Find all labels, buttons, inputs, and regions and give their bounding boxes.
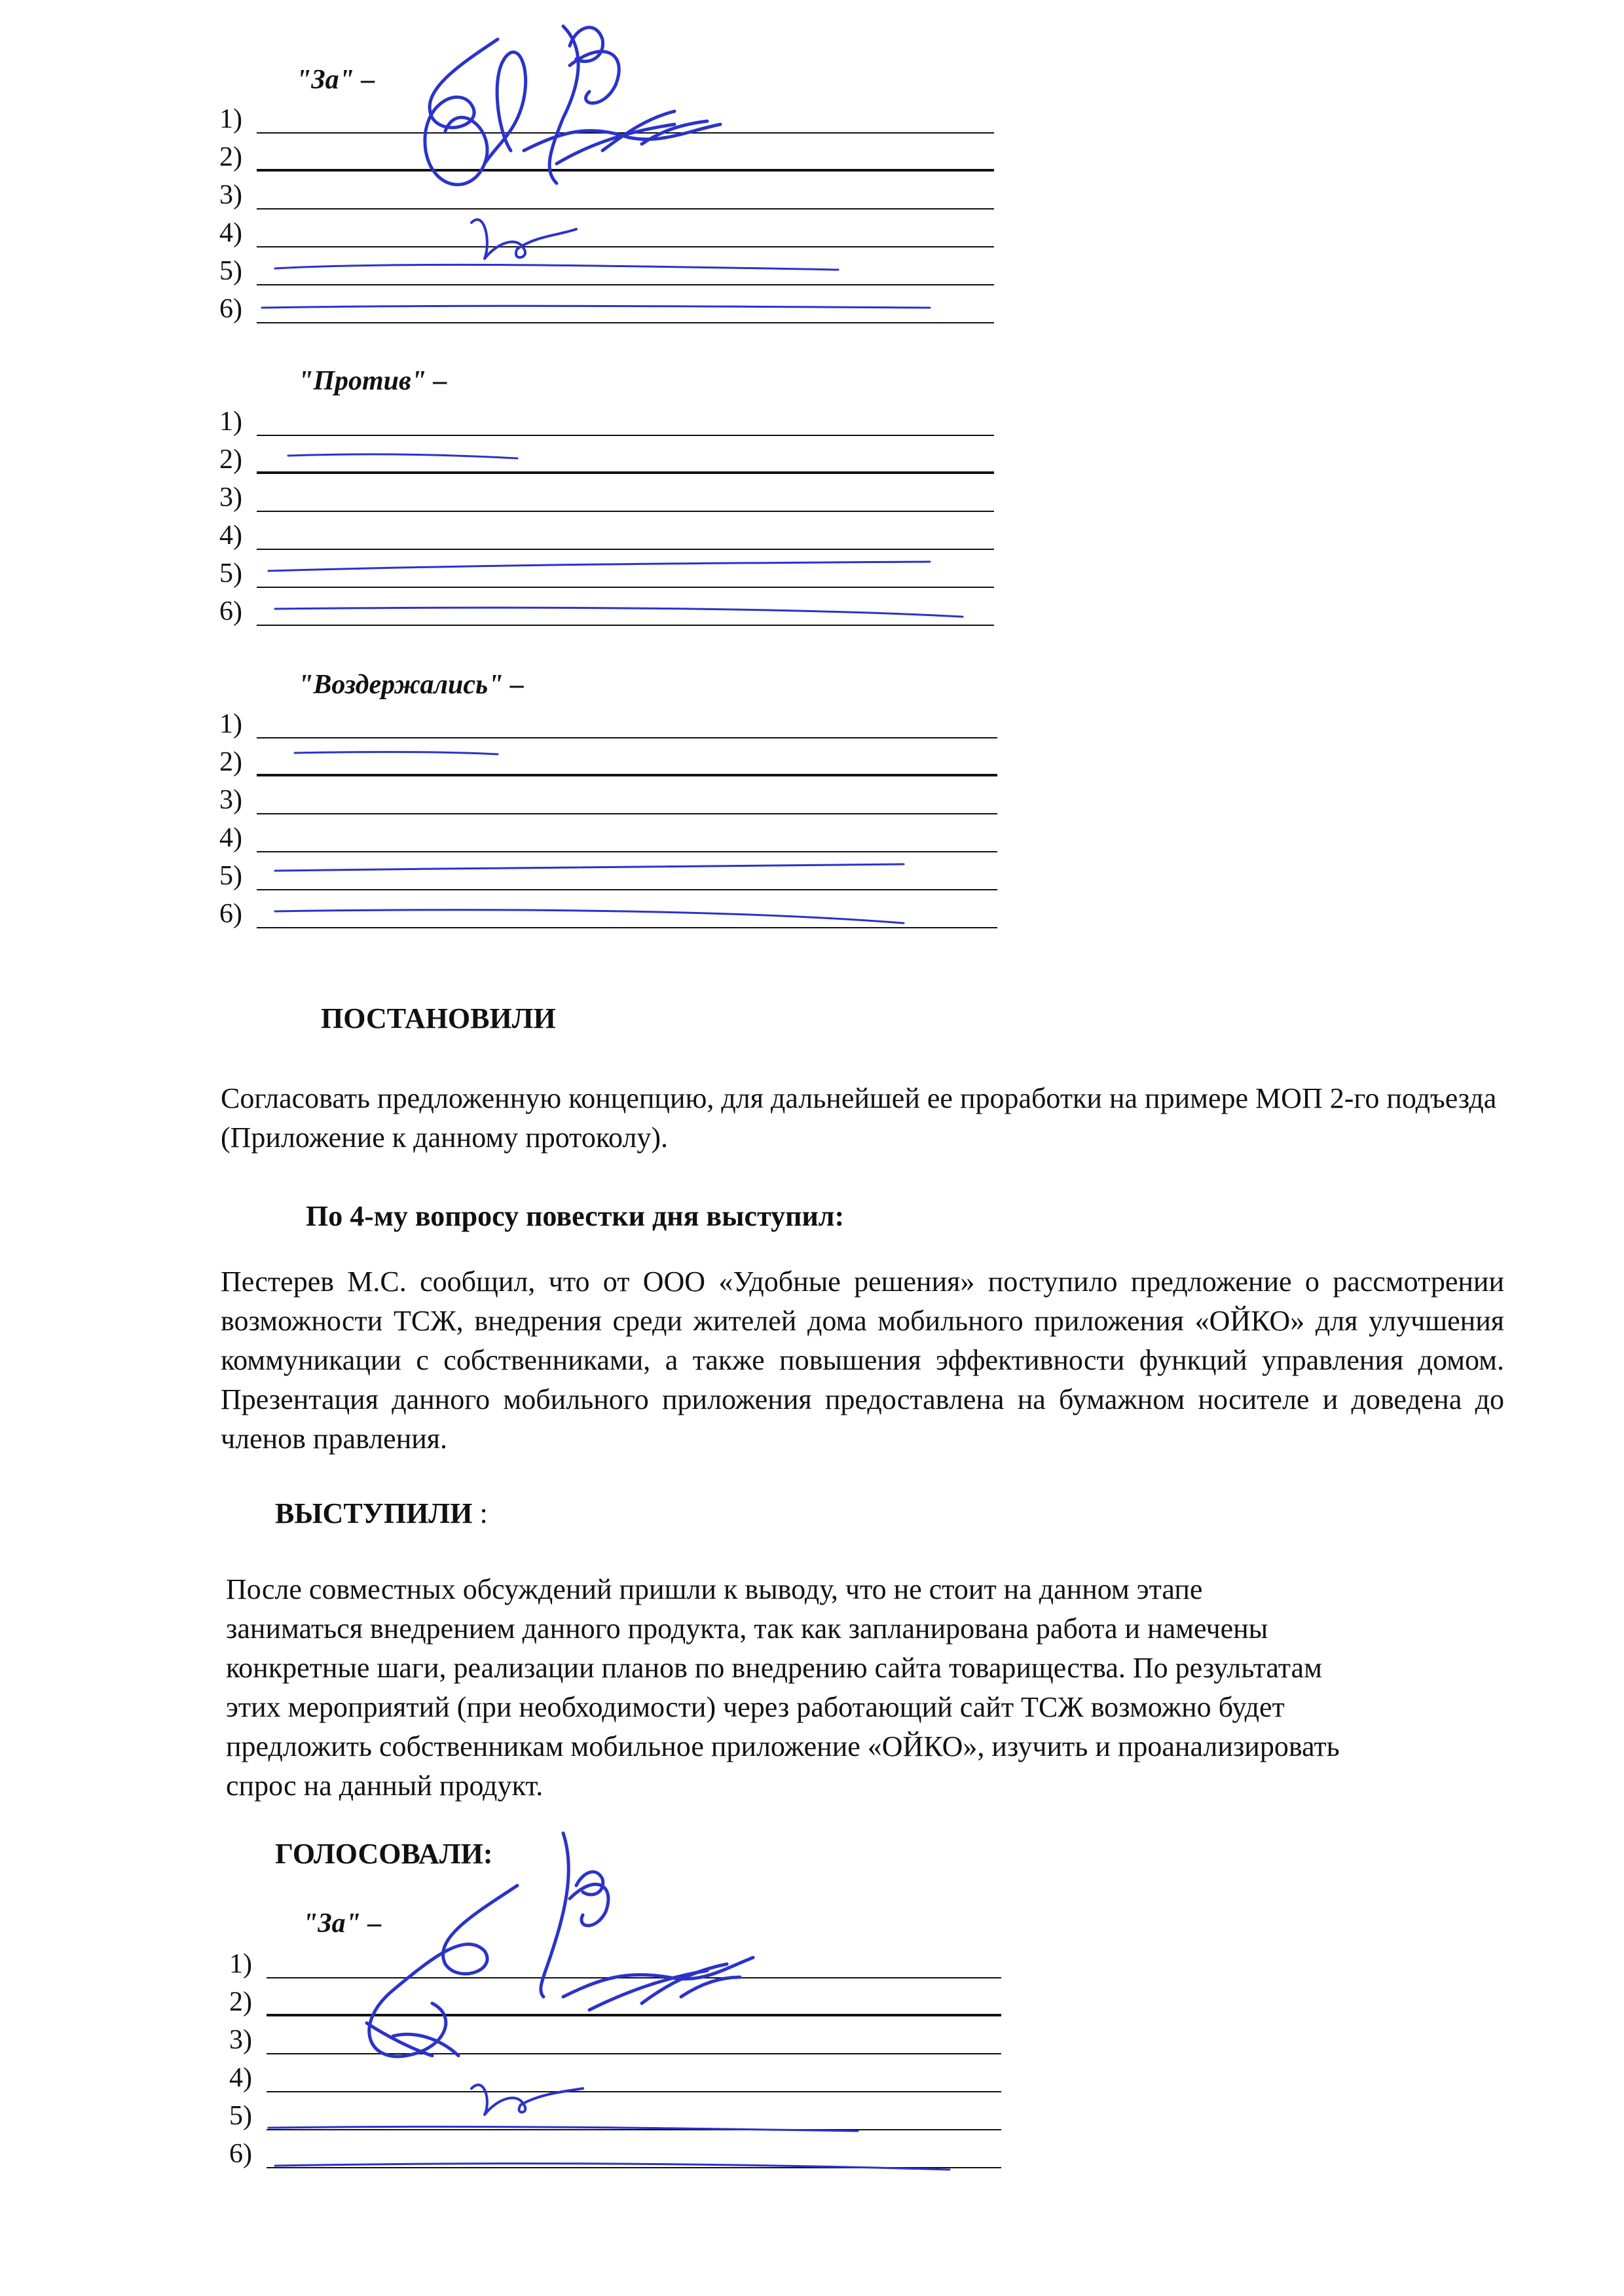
resolution-heading: ПОСТАНОВИЛИ [321, 1002, 556, 1034]
blank-line [257, 813, 997, 814]
blank-line [257, 927, 997, 928]
resolution-text: Согласовать предложенную концепцию, для дальнейшей ее проработки на примере МОП 2-го подъезда (Приложение к данному протоколу). [221, 1082, 1497, 1154]
blank-line [257, 169, 994, 172]
dash-mark [275, 864, 904, 871]
signature-2 [549, 26, 619, 183]
blank-line [257, 889, 997, 890]
spoke-heading: ВЫСТУПИЛИ [275, 1497, 473, 1529]
signature-3 [563, 1958, 753, 2010]
signature-4 [471, 219, 576, 259]
spoke-heading-line [275, 1497, 488, 1530]
signature-3 [524, 111, 720, 164]
signature-2 [541, 1833, 608, 1997]
spoke-heading-suffix: : [472, 1497, 488, 1529]
vote-against-label: "Против" – [298, 366, 447, 396]
vote-for-label: "За" – [296, 65, 375, 95]
text-line: После совместных обсуждений пришли к выводу, что не стоит на данном этапе [226, 1573, 1203, 1605]
blank-line [257, 774, 997, 776]
voted-for-label: "За" – [303, 1908, 382, 1939]
text-line: предложить собственникам мобильное приложение «ОЙКО», изучить и проанализировать [226, 1730, 1340, 1762]
question4-text: Пестерев М.С. сообщил, что от ООО «Удобные решения» поступило предложение о рассмотрении возможности ТСЖ, внедрения среди жителей дома мобильного приложения «ОЙКО» для улучшения коммуникации с собственниками, а также повышения эффективности функций управления домом. Презентация данного мобильного приложения предоставлена на бумажном носителе и доведена до членов правления. [221, 1266, 1504, 1455]
text-line: заниматься внедрением данного продукта, так как запланирована работа и намечены [226, 1613, 1268, 1645]
blank-line [257, 208, 994, 210]
dash-mark [288, 454, 517, 458]
blank-line [257, 132, 994, 134]
blank-line [257, 625, 994, 626]
blank-line [257, 435, 994, 436]
blank-line [267, 2167, 1001, 2168]
blank-line [257, 322, 994, 323]
blank-line [267, 2053, 1001, 2054]
text-line: конкретные шаги, реализации планов по внедрению сайта товарищества. По результатам [226, 1652, 1322, 1684]
blank-line [257, 511, 994, 512]
blank-line [257, 737, 997, 738]
dash-mark [275, 910, 904, 923]
question4-heading: По 4-му вопросу повестки дня выступил: [306, 1200, 845, 1232]
dash-mark [295, 752, 498, 754]
blank-line [267, 2091, 1001, 2092]
vote-abstained-label: "Воздержались" – [298, 670, 525, 700]
signature-1 [367, 1886, 517, 2056]
blank-line [267, 2014, 1001, 2016]
blank-line [267, 1977, 1001, 1978]
voted-heading: ГОЛОСОВАЛИ: [275, 1838, 493, 1870]
signature-1 [425, 39, 526, 185]
dash-mark [268, 562, 930, 571]
blank-line [257, 284, 994, 285]
dash-mark [275, 608, 963, 617]
blank-line [257, 246, 994, 247]
text-line: этих мероприятий (при необходимости) через работающий сайт ТСЖ возможно будет [226, 1691, 1285, 1723]
dash-mark [262, 306, 930, 308]
spoke-text [226, 1570, 1509, 1806]
blank-line [257, 851, 997, 852]
blank-line [257, 471, 994, 474]
blank-line [257, 549, 994, 550]
blank-line [267, 2129, 1001, 2130]
dash-mark [275, 264, 838, 270]
text-line: спрос на данный продукт. [226, 1770, 544, 1802]
blank-line [257, 587, 994, 588]
signature-4 [471, 2085, 583, 2115]
